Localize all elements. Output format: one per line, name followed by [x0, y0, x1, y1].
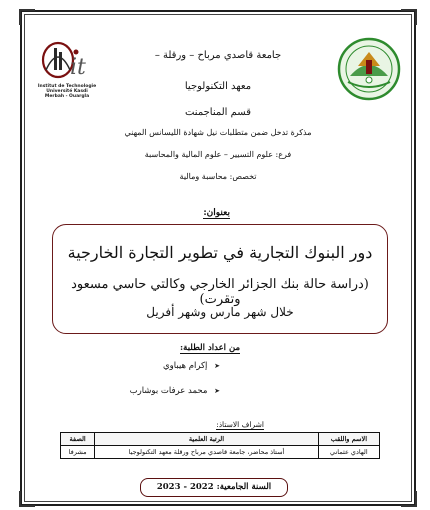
- column-header: الصفة: [61, 433, 95, 446]
- thesis-subtitle: (دراسة حالة بنك الجزائر الخارجي وكالتي حاسي مسعود وتقرت): [71, 277, 369, 307]
- svg-text:it: it: [70, 55, 86, 80]
- arrow-bullet-icon: ➤: [214, 362, 220, 370]
- supervisor-table: [60, 432, 380, 459]
- supervisor-rank: أستاذ محاضر، جامعة قاصدي مرباح ورقلة معهد التكنولوجيا: [95, 446, 318, 459]
- student-name: ➤ إكرام هيباوي: [163, 361, 220, 371]
- supervision-label: اشراف الاستاذ:: [216, 420, 264, 429]
- supervisor-role: مشرفا: [61, 446, 95, 459]
- field-of-study: فرع: علوم التسيير – علوم المالية والمحاسبة: [144, 150, 292, 159]
- academic-year: السنة الجامعية: 2022 - 2023: [156, 482, 272, 492]
- thesis-title-box: [52, 224, 388, 334]
- corner-ornament: [19, 9, 35, 25]
- thesis-title: دور البنوك التجارية في تطوير التجارة الخارجية: [67, 243, 373, 262]
- supervisor-name: الهادي عثماني: [318, 446, 379, 459]
- university-name: جامعة قاصدي مرباح – ورقلة –: [154, 50, 282, 61]
- student-name: ➤ محمد عرفات بوشارب: [129, 386, 220, 396]
- institute-logo-text: Institut de Technologie Université Kasdi Merbah - Ouargla: [37, 84, 97, 99]
- corner-ornament: [401, 491, 417, 507]
- table-header-row: [61, 433, 380, 446]
- students-label: من اعداد الطلبة:: [180, 343, 240, 353]
- corner-ornament: [19, 491, 35, 507]
- specialty: تخصص: محاسبة ومالية: [179, 172, 257, 181]
- institute-name: معهد التكنولوجيا: [184, 81, 252, 92]
- memo-statement: مذكرة تدخل ضمن متطلبات نيل شهادة الليسانس المهني: [124, 128, 312, 137]
- thesis-period: خلال شهر مارس وشهر أفريل: [146, 305, 294, 319]
- corner-ornament: [401, 9, 417, 25]
- department-name: قسم المناجمنت: [184, 107, 251, 118]
- column-header: الرتبة العلمية: [95, 433, 318, 446]
- arrow-bullet-icon: ➤: [214, 387, 220, 395]
- column-header: الاسم واللقب: [318, 433, 379, 446]
- university-emblem-icon: [336, 36, 402, 102]
- cover-page: [20, 10, 416, 506]
- academic-year-box: [140, 478, 288, 497]
- table-row: [61, 446, 380, 459]
- title-label: بعنوان:: [203, 208, 230, 218]
